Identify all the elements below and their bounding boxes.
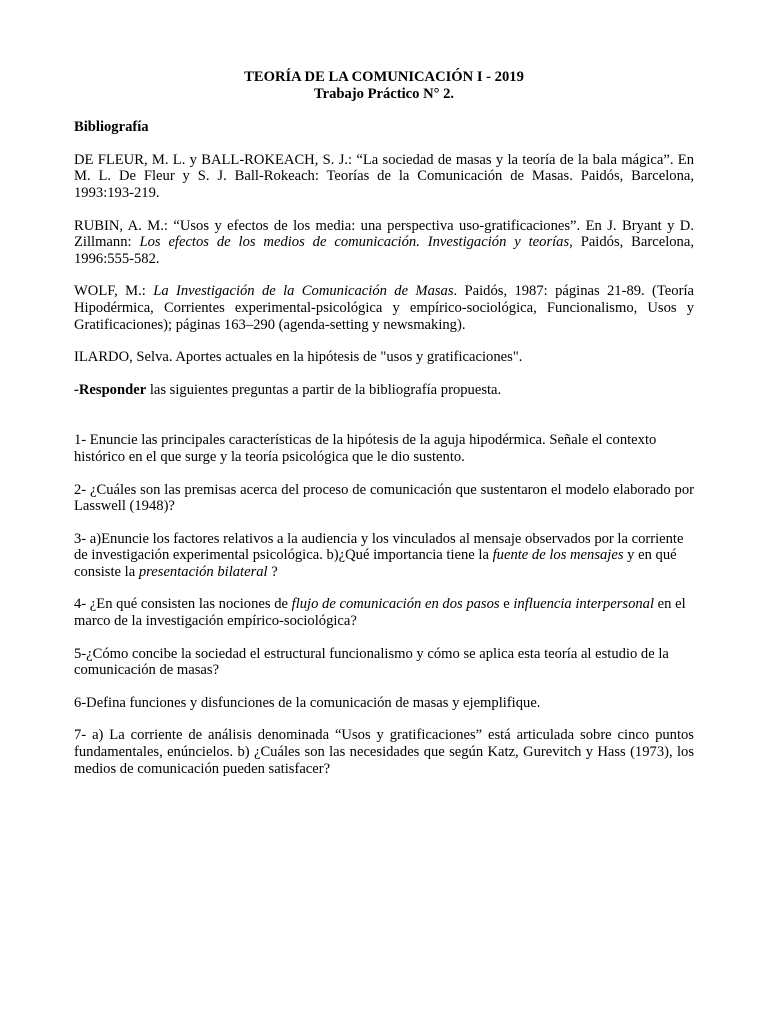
question-term: presentación bilateral — [138, 563, 268, 580]
question-7 — [74, 727, 694, 777]
instructions — [74, 382, 694, 399]
question-text: 2- ¿Cuáles son las premisas acerca del proceso de comunicación que sustentaron el modelo elaborado por Lasswell (1948)? — [74, 481, 694, 515]
bibliography-entry-rubin — [74, 218, 694, 268]
title-line-course: TEORÍA DE LA COMUNICACIÓN I - 2019 — [244, 69, 524, 85]
question-text: e — [499, 596, 514, 613]
instruction-prefix: - — [74, 381, 79, 398]
entry-book-title: La Investigación de la Comunicación de Masas — [153, 283, 454, 300]
document-title — [74, 69, 694, 102]
question-text: 7- a) La corriente de análisis denominada “Usos y gratificaciones” está articulada sobre cinco puntos fundamentales, enúncielos. b) ¿Cuáles son las necesidades que según Katz, Gurevitch y Hass (1973), los medios de comunicación pueden satisfacer? — [74, 727, 694, 777]
question-text: 3- a)Enuncie los factores relativos a la audiencia y los vinculados al mensaje observados por la corriente de investigación experimental psicológica. b)¿Qué importancia tiene la — [74, 530, 684, 564]
entry-text: WOLF, M.: — [74, 283, 154, 300]
question-text: y en qué consiste la — [74, 547, 677, 580]
bibliography-heading: Bibliografía — [74, 119, 149, 136]
instruction-text: las siguientes preguntas a partir de la bibliografía propuesta. — [146, 381, 502, 398]
question-text: en el marco de la investigación empírico-sociológica? — [74, 596, 686, 630]
question-6 — [74, 695, 694, 712]
bibliography-entry-defleur — [74, 152, 694, 202]
instruction-verb: Responder — [78, 381, 147, 398]
entry-text: DE FLEUR, M. L. y BALL-ROKEACH, S. J.: “La sociedad de masas y la teoría de la bala mágica”. En M. L. De Fleur y S. J. Ball-Rokeach: Teorías de la Comunicación de Masas. Paidós, Barcelona, 1993:193-219. — [74, 151, 694, 201]
entry-text: ILARDO, Selva. Aportes actuales en la hipótesis de "usos y gratificaciones". — [74, 349, 523, 366]
question-text: 5-¿Cómo concibe la sociedad el estructural funcionalismo y cómo se aplica esta teoría al estudio de la comunicación de masas? — [74, 645, 669, 679]
bibliography-entry-wolf — [74, 283, 694, 333]
question-5 — [74, 646, 694, 679]
question-term: influencia interpersonal — [513, 596, 655, 613]
question-2 — [74, 482, 694, 515]
question-term: flujo de comunicación en dos pasos — [291, 596, 500, 613]
question-text: 1- Enuncie las principales características de la hipótesis de la aguja hipodérmica. Señale el contexto histórico en el que surge y la teoría psicológica que le dio sustento. — [74, 432, 657, 465]
entry-book-title: Los efectos de los medios de comunicación. Investigación y teorías — [139, 234, 570, 251]
entry-text: . Paidós, 1987: páginas 21-89. (Teoría Hipodérmica, Corrientes experimental-psicológica y empírico-sociológica, Funcionalismo, Usos y Gratificaciones); páginas 163–290 (agenda-setting y newsmaking). — [74, 283, 694, 333]
bibliography-entry-ilardo — [74, 349, 694, 366]
question-text: ? — [267, 563, 278, 580]
question-4 — [74, 596, 694, 629]
question-3 — [74, 531, 694, 581]
question-term: fuente de los mensajes — [492, 547, 624, 564]
question-text: 4- ¿En qué consisten las nociones de — [74, 596, 292, 613]
entry-text: RUBIN, A. M.: “Usos y efectos de los media: una perspectiva uso-gratificaciones”. En J. Bryant y D. Zillmann: — [74, 217, 694, 251]
title-line-assignment: Trabajo Práctico N° 2. — [313, 85, 455, 102]
entry-text: , Paidós, Barcelona, 1996:555-582. — [74, 234, 694, 267]
question-1 — [74, 432, 694, 465]
question-text: 6-Defina funciones y disfunciones de la comunicación de masas y ejemplifique. — [74, 694, 541, 711]
document-page — [74, 69, 694, 777]
